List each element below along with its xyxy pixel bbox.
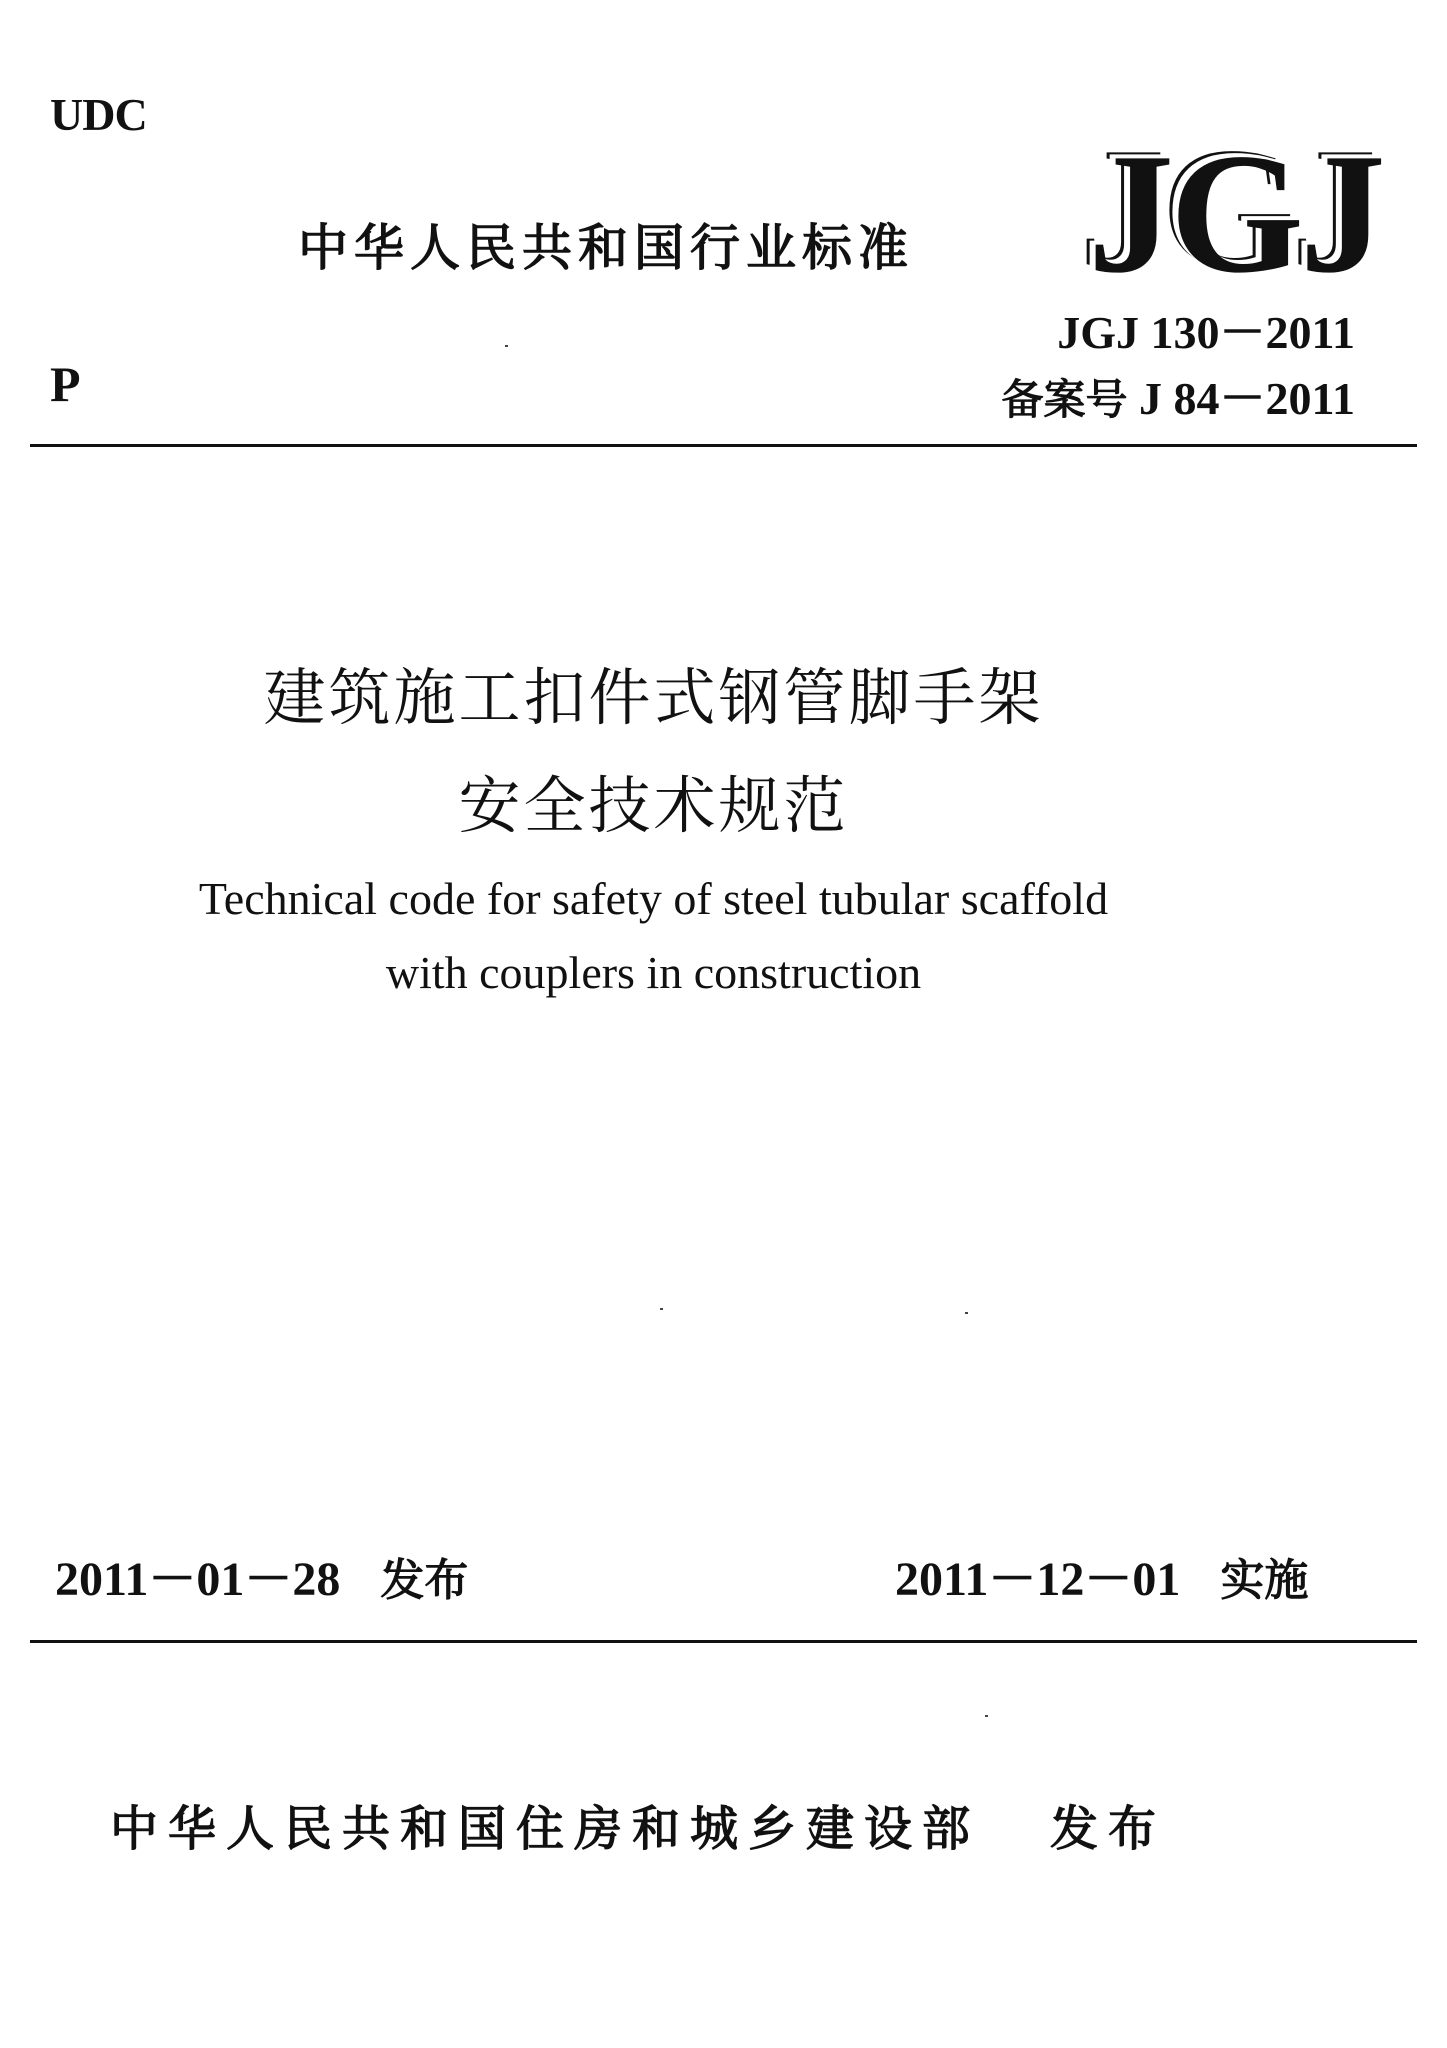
title-english-line-1: Technical code for safety of steel tubular scaffold (198, 873, 1109, 924)
record-number (1002, 362, 1355, 428)
issue-date: 2011－01－28 (55, 1553, 341, 1606)
publisher-line (110, 1790, 1166, 1859)
udc-label: UDC (50, 89, 147, 140)
scan-speck (505, 345, 508, 347)
top-divider (30, 444, 1417, 447)
jgj-logo: JGJ (1088, 119, 1382, 309)
implement-date: 2011－12－01 (895, 1553, 1181, 1606)
scan-speck (660, 1308, 663, 1310)
issue-label: 发布 (380, 1555, 469, 1606)
title-chinese-line-1: 建筑施工扣件式钢管脚手架 (263, 661, 1044, 734)
scan-speck (965, 1312, 968, 1314)
title-chinese-line-2: 安全技术规范 (458, 769, 849, 842)
publish-label: 发布 (1050, 1801, 1167, 1857)
scan-speck (985, 1715, 988, 1717)
standard-code: JGJ 130－2011 (1057, 307, 1355, 358)
title-english-line-2: with couplers in construction (385, 947, 922, 998)
implement-label: 实施 (1220, 1555, 1309, 1606)
industry-standard-title: 中华人民共和国行业标准 (298, 219, 914, 277)
publisher-name: 中华人民共和国住房和城乡建设部 (110, 1801, 981, 1857)
record-value: J 84－2011 (1139, 373, 1355, 424)
issue-date-block (55, 1540, 468, 1609)
bottom-divider (30, 1640, 1417, 1643)
record-label: 备案号 (1001, 375, 1128, 424)
classification-code: P (50, 356, 81, 412)
implement-date-block (895, 1540, 1308, 1609)
